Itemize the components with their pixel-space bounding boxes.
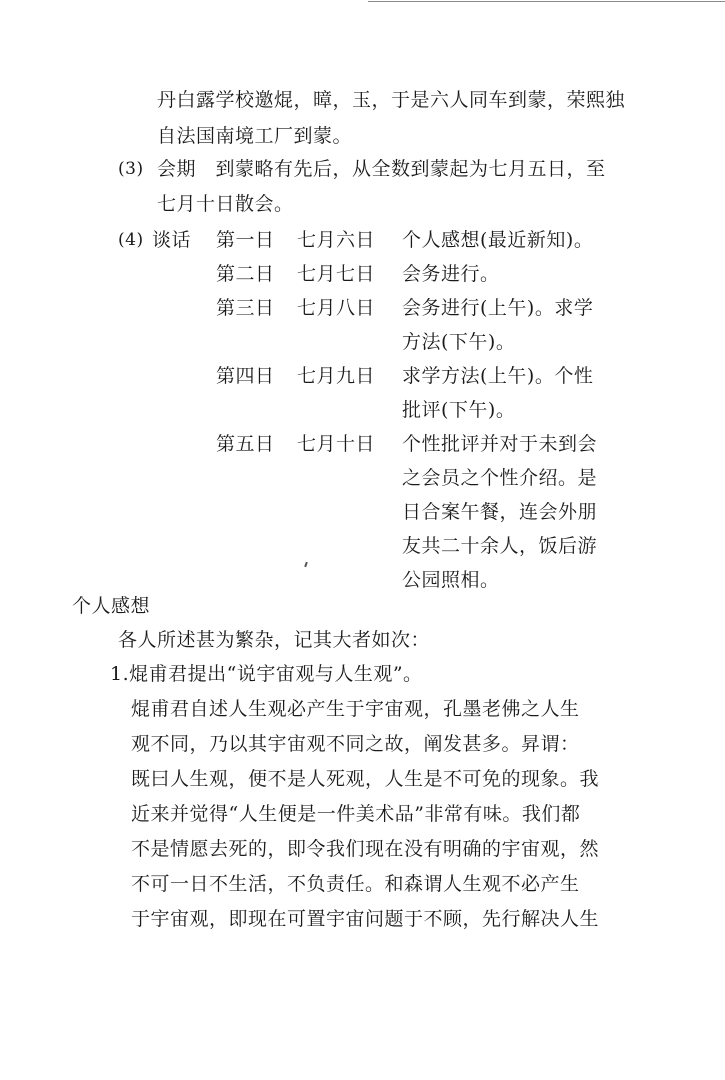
section-heading: 个人感想 [72, 595, 151, 617]
schedule-topic: 之会员之个性介绍。是 [402, 467, 598, 489]
text-line: 各人所述甚为繁杂，记其大者如次： [118, 629, 431, 651]
schedule-topic: 个性批评并对于未到会 [402, 433, 598, 455]
item-number: (3) [118, 159, 144, 179]
schedule-topic: 方法(下午)。 [402, 331, 516, 353]
schedule-day: 第三日 [216, 297, 275, 319]
schedule-date: 七月七日 [297, 263, 376, 285]
text-line: 焜甫君自述人生观必产生于宇宙观，孔墨老佛之人生 [131, 698, 580, 720]
text-line: 自法国南境工厂到蒙。 [157, 125, 353, 147]
text-line: 观不同，乃以其宇宙观不同之故，阐发甚多。昇谓： [131, 733, 580, 755]
schedule-day: 第四日 [216, 365, 275, 387]
text-line: 于宇宙观，即现在可置宇宙问题于不顾，先行解决人生 [131, 908, 600, 930]
schedule-topic: 批评(下午)。 [402, 399, 516, 421]
schedule-topic: 求学方法(上午)。个性 [402, 365, 594, 387]
item-number: (4) [118, 230, 144, 250]
text-line: 不是情愿去死的，即令我们现在没有明确的宇宙观，然 [131, 838, 600, 860]
schedule-topic: 日合案午餐，连会外朋 [402, 501, 598, 523]
text-line: 七月十日散会。 [157, 193, 294, 215]
schedule-date: 七月六日 [297, 229, 376, 251]
schedule-topic: 会务进行(上午)。求学 [402, 297, 594, 319]
schedule-topic: 个人感想(最近新知)。 [402, 229, 594, 251]
schedule-day: 第二日 [216, 263, 275, 285]
schedule-day: 第五日 [216, 433, 275, 455]
schedule-day: 第一日 [216, 229, 275, 251]
top-edge-rule [368, 1, 725, 2]
schedule-date: 七月十日 [297, 433, 376, 455]
text-line: 丹白露学校邀焜，暲，玉，于是六人同车到蒙，荣熙独 [157, 89, 626, 111]
schedule-topic: 会务进行。 [402, 263, 500, 285]
schedule-topic: 公园照相。 [402, 569, 500, 591]
schedule-date: 七月九日 [297, 365, 376, 387]
list-item-heading: 1.焜甫君提出“说宇宙观与人生观”。 [110, 663, 423, 685]
text-line: 不可一日不生活，不负责任。和森谓人生观不必产生 [131, 873, 580, 895]
text-line: 会期 到蒙略有先后，从全数到蒙起为七月五日，至 [157, 158, 606, 180]
text-line: 既曰人生观，便不是人死观，人生是不可免的现象。我 [131, 768, 600, 790]
schedule-topic: 友共二十余人，饭后游 [402, 535, 598, 557]
scan-speck [304, 562, 308, 567]
item-heading: 谈话 [152, 229, 192, 251]
schedule-date: 七月八日 [297, 297, 376, 319]
text-line: 近来并觉得“人生便是一件美术品”非常有味。我们都 [131, 803, 581, 825]
